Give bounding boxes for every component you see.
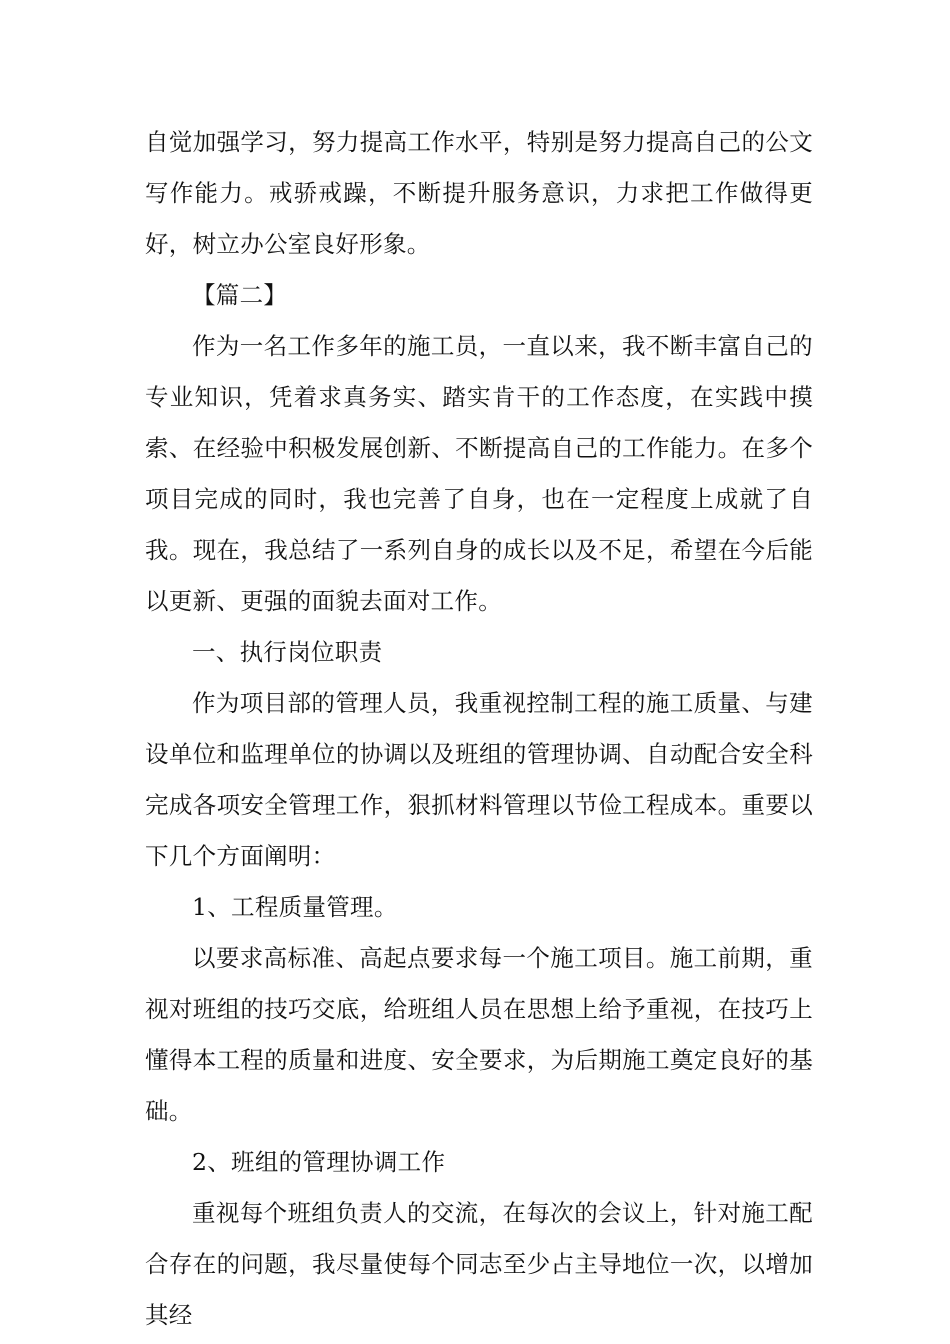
subheading-quality-management: 1、工程质量管理。 — [192, 893, 398, 921]
paragraph-quality-management: 以要求高标准、高起点要求每一个施工项目。施工前期，重视对班组的技巧交底，给班组人员在思想上给予重视，在技巧上懂得本工程的质量和进度、安全要求，为后期施工奠定良好的基础。 — [145, 944, 813, 1125]
paragraph-team-coordination: 重视每个班组负责人的交流，在每次的会议上，针对施工配合存在的问题，我尽量使每个同志至少占主导地位一次，以增加其经 — [145, 1199, 813, 1329]
paragraph-intro: 作为一名工作多年的施工员，一直以来，我不断丰富自己的专业知识，凭着求真务实、踏实肯干的工作态度，在实践中摸索、在经验中积极发展创新、不断提高自己的工作能力。在多个项目完成的同时，我也完善了自身，也在一定程度上成就了自我。现在，我总结了一系列自身的成长以及不足，希望在今后能以更新、更强的面貌去面对工作。 — [145, 332, 813, 615]
document-body — [145, 117, 813, 1341]
paragraph-continuation: 自觉加强学习，努力提高工作水平，特别是努力提高自己的公文写作能力。戒骄戒躁，不断提升服务意识，力求把工作做得更好，树立办公室良好形象。 — [145, 128, 813, 258]
paragraph-duties: 作为项目部的管理人员，我重视控制工程的施工质量、与建设单位和监理单位的协调以及班组的管理协调、自动配合安全科完成各项安全管理工作，狠抓材料管理以节俭工程成本。重要以下几个方面阐明： — [145, 689, 813, 870]
section-heading-duties: 一、执行岗位职责 — [192, 638, 383, 666]
section-heading-part-two: 【篇二】 — [192, 281, 288, 309]
subheading-team-coordination: 2、班组的管理协调工作 — [192, 1148, 446, 1176]
